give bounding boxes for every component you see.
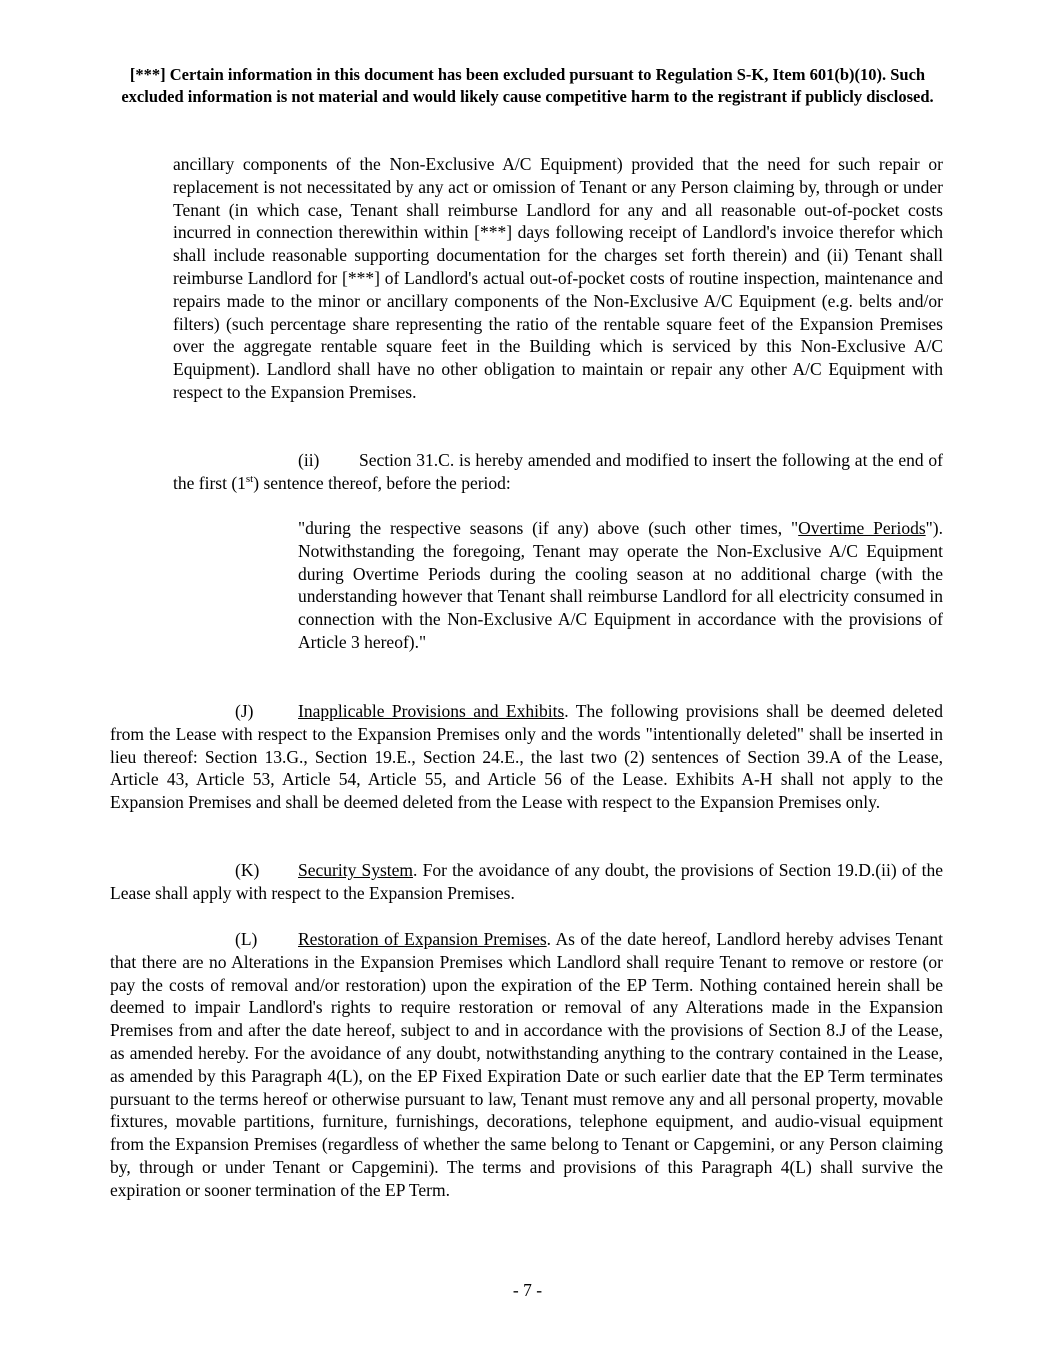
section-l-marker: (L) xyxy=(235,929,258,949)
section-j xyxy=(110,700,943,814)
paragraph-ii-superscript: st xyxy=(245,472,254,485)
paragraph-ii-marker: (ii) xyxy=(298,450,320,470)
paragraph-ii xyxy=(173,449,943,495)
section-k-text: . For the avoidance of any doubt, the provisions of Section 19.D.(ii) of the Lease shall apply with respect to the Expansion Premises. xyxy=(110,860,943,903)
section-l-text: . As of the date hereof, Landlord hereby advises Tenant that there are no Alterations in the Expansion Premises which Landlord shall require Tenant to remove or restore (or pay the costs of removal and/or restoration) upon the expiration of the EP Term. Nothing contained herein shall be deemed to impair Landlord's rights to require restoration or removal of any Alterations made in the Expansion Premises from and after the date hereof, subject to and in accordance with the provisions of Section 8.J of the Lease, as amended hereby. For the avoidance of any doubt, notwithstanding anything to the contrary contained in the Lease, as amended by this Paragraph 4(L), on the EP Fixed Expiration Date or such earlier date that the EP Term terminates pursuant to the terms hereof or otherwise pursuant to law, Tenant must remove any and all personal property, movable fixtures, movable partitions, furniture, furnishings, decorations, telephone equipment, and audio-visual equipment from the Expansion Premises (regardless of whether the same belong to Tenant or Capgemini, or any Person claiming by, through or under Tenant or Capgemini). The terms and provisions of this Paragraph 4(L) shall survive the expiration or sooner termination of the EP Term. xyxy=(110,929,943,1200)
section-l-heading: Restoration of Expansion Premises xyxy=(298,929,547,949)
defined-term-overtime-periods: Overtime Periods xyxy=(798,518,926,538)
section-k xyxy=(110,859,943,905)
quote-text-after: "). Notwithstanding the foregoing, Tenant may operate the Non-Exclusive A/C Equipment during Overtime Periods during the cooling season at no additional charge (with the understanding however that Tenant shall reimburse Landlord for all electricity consumed in connection with the Non-Exclusive A/C Equipment in accordance with the provisions of Article 3 hereof)." xyxy=(298,518,943,652)
page-number: - 7 - xyxy=(512,1280,543,1300)
quoted-insertion xyxy=(298,517,943,654)
paragraph-ii-text-before: Section 31.C. is hereby amended and modified to insert the following at the end of the first (1 xyxy=(173,450,943,493)
paragraph-ii-text-after: ) sentence thereof, before the period: xyxy=(253,472,511,493)
quote-text-before: "during the respective seasons (if any) above (such other times, " xyxy=(298,518,799,538)
section-k-marker: (K) xyxy=(235,860,260,880)
section-j-heading: Inapplicable Provisions and Exhibits xyxy=(298,701,565,721)
section-l xyxy=(110,928,943,1202)
section-j-marker: (J) xyxy=(235,701,254,721)
paragraph-continuation: ancillary components of the Non-Exclusive A/C Equipment) provided that the need for such repair or replacement is not necessitated by any act or omission of Tenant or any Person claiming by, through or under Tenant (in which case, Tenant shall reimburse Landlord for any and all reasonable out-of-pocket costs incurred in connection therewithin within [***] days following receipt of Landlord's invoice therefor which shall include reasonable supporting documentation for the charges set forth therein) and (ii) Tenant shall reimburse Landlord for [***] of Landlord's actual out-of-pocket costs of routine inspection, maintenance and repairs made to the minor or ancillary components of the Non-Exclusive A/C Equipment (e.g. belts and/or filters) (such percentage share representing the ratio of the rentable square feet of the Expansion Premises over the aggregate rentable square feet in the Building which is serviced by this Non-Exclusive A/C Equipment). Landlord shall have no other obligation to maintain or repair any other A/C Equipment with respect to the Expansion Premises. xyxy=(173,154,943,402)
section-k-heading: Security System xyxy=(298,860,414,880)
redaction-notice: [***] Certain information in this document has been excluded pursuant to Regulation S-K, Item 601(b)(10). Such excluded information is not material and would likely cause competitive harm to the registrant if publicly disclosed. xyxy=(121,65,934,106)
section-j-text: . The following provisions shall be deemed deleted from the Lease with respect to the Expansion Premises only and the words "intentionally deleted" shall be inserted in lieu thereof: Section 13.G., Section 19.E., Section 24.E., the last two (2) sentences of Section 39.A of the Lease, Article 43, Article 53, Article 54, Article 55, and Article 56 of the Lease. Exhibits A-H shall not apply to the Expansion Premises and shall be deemed deleted from the Lease with respect to the Expansion Premises only. xyxy=(110,701,944,813)
